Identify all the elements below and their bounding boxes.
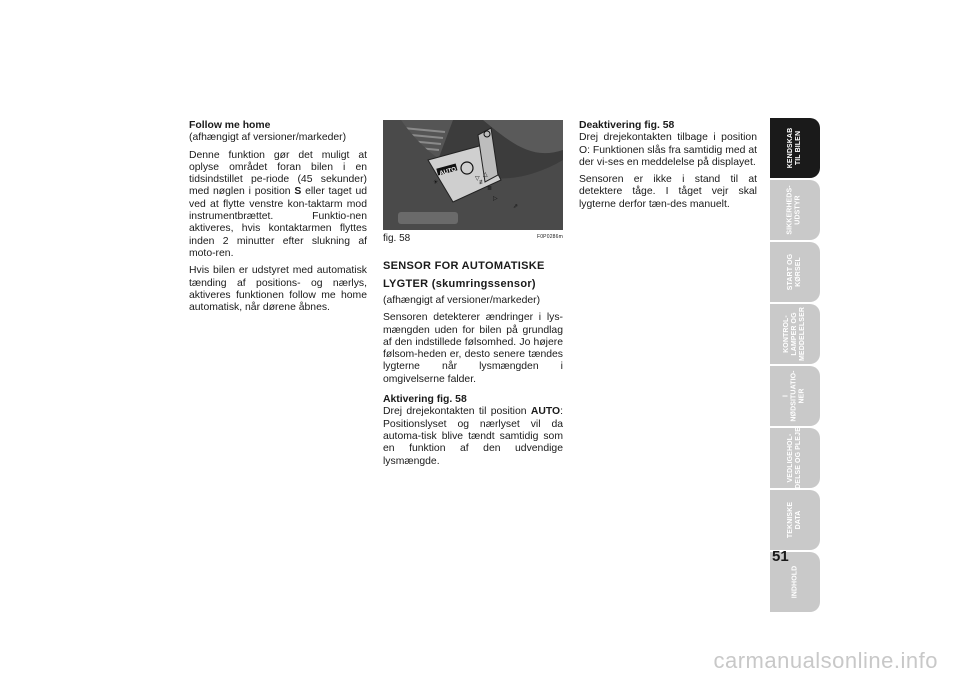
tab-label: TEKNISKE DATA — [786, 501, 802, 539]
text-run: Denne funktion gør det muligt at oplyse området foran bilen i en tidsindstillet pe-riode (45 sekunder) med nøglen i position — [189, 149, 367, 198]
tab-tekniske-data[interactable] — [770, 490, 820, 550]
svg-text:≣: ≣ — [487, 186, 493, 192]
svg-text:▷: ▷ — [493, 196, 498, 202]
figure-light-switch-photo — [383, 120, 563, 230]
paragraph — [189, 150, 367, 261]
tab-label: START OG KØRSEL — [786, 253, 802, 291]
tab-nodsituationer[interactable] — [770, 366, 820, 426]
section-subheading: (afhængigt af versioner/markeder) — [383, 295, 541, 306]
paragraph — [383, 406, 563, 467]
column-body — [383, 260, 563, 473]
section-title-line2: LYGTER (skumringssensor) — [383, 277, 536, 290]
tab-label: INDHOLD — [791, 565, 798, 599]
figure-number: fig. 58 — [383, 233, 411, 244]
column-deactivation — [579, 120, 757, 216]
figure-code: F0P0286m — [536, 234, 563, 240]
tab-sikkerhedsudstyr[interactable] — [770, 180, 820, 240]
paragraph: Sensoren detekterer ændringer i lys-mængden uden for bilen på grundlag af den indstillede følsomhed. Jo højere følsom-heden er, desto senere tændes lygterne når lysmængden i omgivelserne falder. — [383, 312, 563, 385]
watermark: carmanualsonline.info — [713, 648, 938, 673]
tab-label: VEDLIGEHOL- DELSE OG PLEJE — [787, 427, 803, 489]
svg-text:≢: ≢ — [479, 180, 485, 186]
tab-label: SIKKERHEDS- UDSTYR — [786, 185, 802, 235]
text-run: eller taget ud ved at flytte venstre kon-taktarm mod instrumentbrættet. Funktio-nen aktiveres, hvis kontaktarmen flyttes inden 2 minutter efter slukning af moto-ren. — [189, 186, 368, 259]
activation-heading: Aktivering fig. 58 — [383, 394, 467, 406]
key-position: S — [294, 186, 302, 198]
text-run: : Positionslyset og nærlyset vil da automa-tisk blive tændt samtidig som en funktion af den udvendige lysmængde. — [383, 406, 563, 467]
tab-kontrollamper[interactable] — [770, 304, 820, 364]
tab-label: KENDSKAB TIL BILEN — [786, 127, 802, 169]
tab-start-og-korsel[interactable] — [770, 242, 820, 302]
text-run: Drej drejekontakten til position — [383, 406, 531, 418]
paragraph: Drej drejekontakten tilbage i position O: Funktionen slås fra samtidig med at der vi-ses en meddelelse på displayet. — [579, 132, 757, 168]
deactivation-heading: Deaktivering fig. 58 — [579, 120, 675, 131]
light-switch-illustration — [383, 120, 563, 230]
svg-text:⇗: ⇗ — [513, 204, 519, 210]
figure-caption — [383, 233, 563, 245]
section-heading: Follow me home — [189, 120, 271, 131]
section-subheading: (afhængigt af versioner/markeder) — [189, 132, 347, 144]
svg-text:△: △ — [483, 172, 488, 178]
section-title-line1: SENSOR FOR AUTOMATISKE — [383, 260, 545, 272]
tab-kendskab-til-bilen[interactable] — [770, 118, 820, 178]
column-follow-me-home — [189, 120, 367, 319]
svg-text:▽: ▽ — [475, 176, 480, 182]
tab-label: I NØDSITUATIO- NER — [783, 370, 807, 422]
tab-vedligeholdelse[interactable] — [770, 428, 820, 488]
paragraph: Hvis bilen er udstyret med automatisk tænding af positions- og nærlys, aktiveres funktionen follow me home automatisk, når dørene åbnes. — [189, 265, 367, 314]
auto-keyword: AUTO — [530, 406, 561, 418]
svg-text:☀: ☀ — [433, 180, 439, 186]
page-number: 51 — [772, 548, 789, 565]
tab-label: KONTROL- LAMPER OG MEDDELELSER — [783, 307, 806, 361]
paragraph: Sensoren er ikke i stand til at detektere tåge. I tåget vejr skal lygterne derfor tæn-des manuelt. — [579, 174, 757, 210]
auto-position-label: AUTO — [439, 166, 457, 177]
